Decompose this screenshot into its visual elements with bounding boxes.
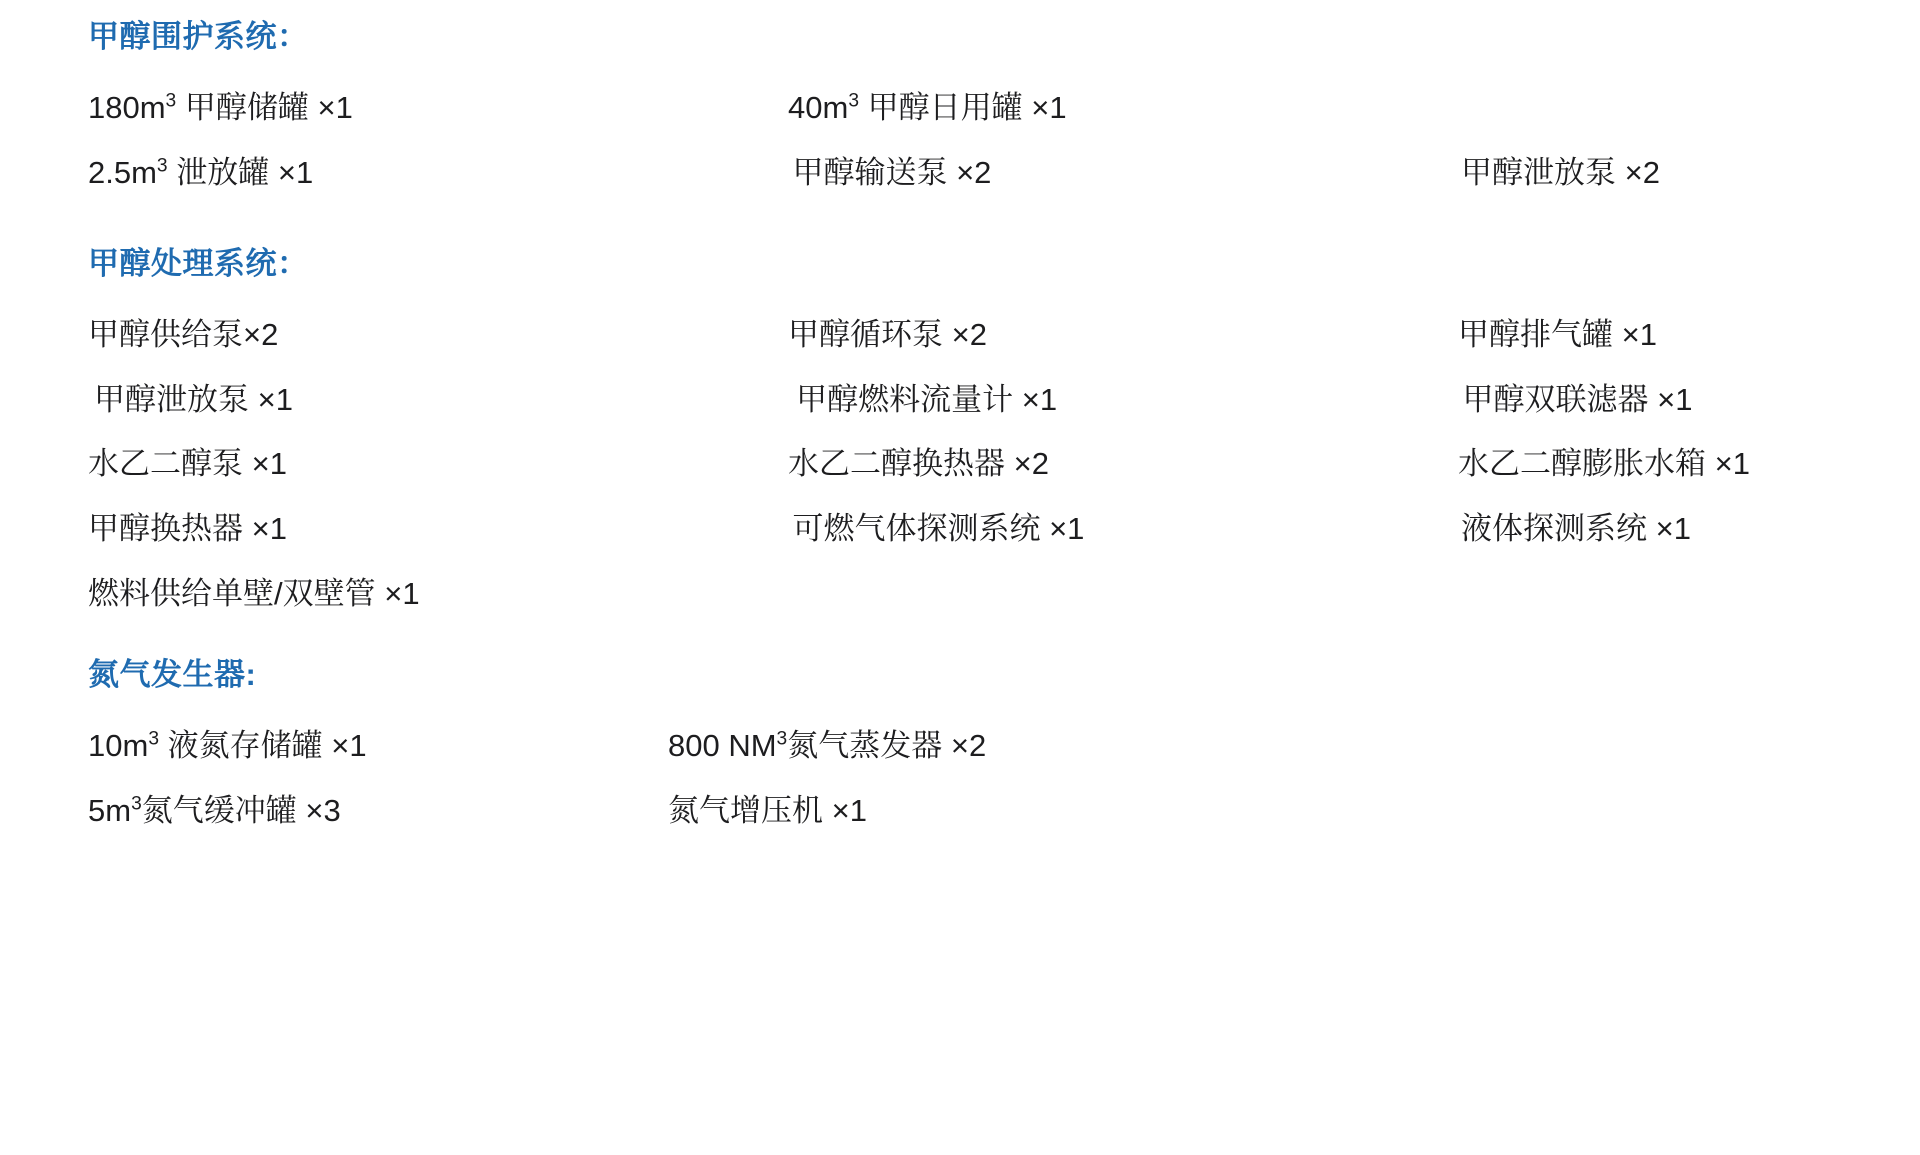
equipment-item: 甲醇泄放泵 ×2 bbox=[1461, 154, 1660, 190]
section-methanol-containment bbox=[88, 18, 1920, 193]
equipment-item: $180m^3$ 甲醇储罐 ×1 bbox=[88, 90, 353, 126]
section-title: 氮气发生器: bbox=[88, 656, 257, 692]
equipment-row bbox=[88, 154, 1920, 193]
equipment-item: 液体探测系统 ×1 bbox=[1461, 511, 1691, 547]
equipment-rows bbox=[88, 316, 1920, 614]
equipment-item: 甲醇循环泵 ×2 bbox=[788, 316, 987, 352]
section-nitrogen-generator bbox=[88, 656, 1920, 831]
equipment-item: 甲醇供给泵×2 bbox=[88, 316, 279, 352]
equipment-item: $10m^3$ 液氮存储罐 ×1 bbox=[88, 727, 367, 763]
equipment-rows bbox=[88, 727, 1920, 831]
equipment-row bbox=[88, 727, 1920, 766]
equipment-row bbox=[88, 575, 1920, 614]
equipment-item: 燃料供给单壁/双壁管 ×1 bbox=[88, 575, 420, 611]
equipment-item: 甲醇换热器 ×1 bbox=[88, 511, 287, 547]
equipment-item: 氮气增压机 ×1 bbox=[668, 792, 867, 828]
equipment-row bbox=[88, 445, 1920, 484]
section-title: 甲醇围护系统： bbox=[88, 19, 309, 54]
equipment-item: $5m^3$氮气缓冲罐 ×3 bbox=[88, 792, 341, 828]
equipment-row bbox=[88, 792, 1920, 831]
equipment-item: 800 $NM^3$氮气蒸发器 ×2 bbox=[668, 727, 987, 763]
equipment-row bbox=[88, 316, 1920, 355]
equipment-item: 水乙二醇换热器 ×2 bbox=[788, 446, 1049, 482]
equipment-row bbox=[88, 510, 1920, 549]
equipment-row bbox=[88, 89, 1920, 128]
equipment-item: 甲醇输送泵 ×2 bbox=[792, 154, 992, 190]
equipment-item: 甲醇排气罐 ×1 bbox=[1458, 316, 1657, 352]
equipment-item: 水乙二醇膨胀水箱 ×1 bbox=[1458, 446, 1750, 482]
equipment-item: $40m^3$ 甲醇日用罐 ×1 bbox=[788, 90, 1067, 126]
equipment-item: 可燃气体探测系统 ×1 bbox=[792, 511, 1085, 547]
equipment-item: 甲醇双联滤器 ×1 bbox=[1462, 381, 1693, 417]
equipment-rows bbox=[88, 89, 1920, 193]
equipment-item: 水乙二醇泵 ×1 bbox=[88, 446, 287, 482]
section-methanol-processing bbox=[88, 245, 1920, 614]
section-title: 甲醇处理系统： bbox=[88, 245, 309, 281]
equipment-item: 甲醇泄放泵 ×1 bbox=[94, 381, 293, 417]
equipment-item: 甲醇燃料流量计 ×1 bbox=[796, 381, 1058, 417]
equipment-item: $2.5m^3$ 泄放罐 ×1 bbox=[88, 154, 314, 190]
equipment-row bbox=[88, 381, 1920, 420]
section-spacer bbox=[88, 614, 1920, 656]
